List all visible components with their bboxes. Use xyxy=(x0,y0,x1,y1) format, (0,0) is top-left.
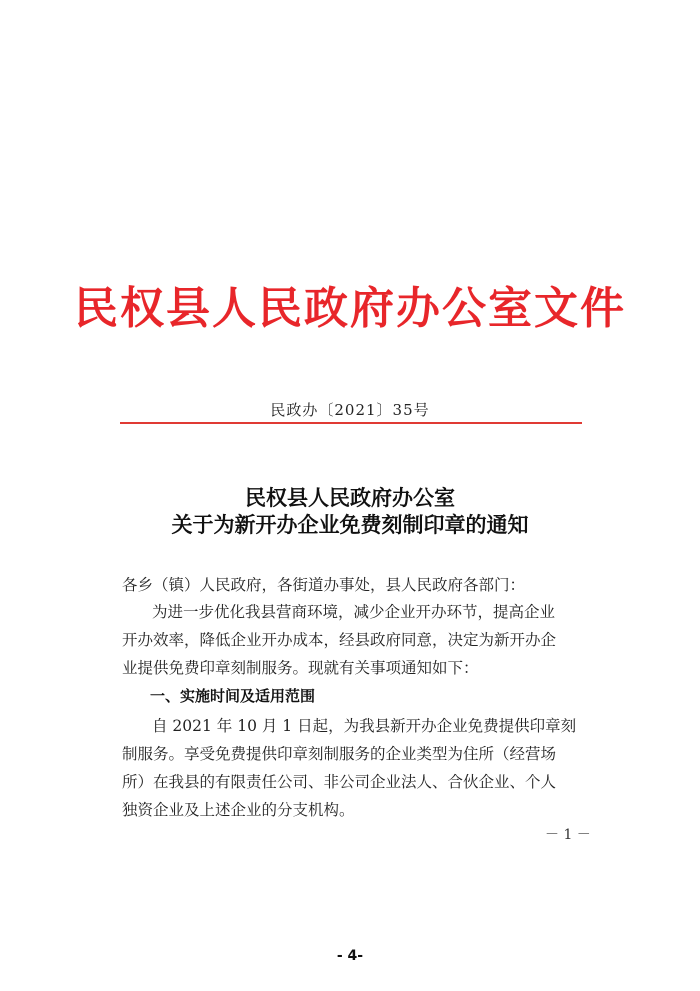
paragraph-line: 业提供免费印章刻制服务。现就有关事项通知如下： xyxy=(122,659,479,677)
paragraph-line: 为进一步优化我县营商环境，减少企业开办环节，提高企业 xyxy=(152,603,556,621)
document-title-line-2: 关于为新开办企业免费刻制印章的通知 xyxy=(171,512,529,537)
red-divider-line xyxy=(120,422,582,424)
paragraph-line: 独资企业及上述企业的分支机构。 xyxy=(122,801,355,819)
red-header-title: 民权县人民政府办公室文件 xyxy=(74,283,626,334)
paragraph-line: 自 2021 年 10 月 1 日起，为我县新开办企业免费提供印章刻 xyxy=(152,717,577,735)
salutation: 各乡（镇）人民政府，各街道办事处，县人民政府各部门： xyxy=(122,576,526,594)
paragraph-line: 所）在我县的有限责任公司、非公司企业法人、合伙企业、个人 xyxy=(122,773,557,791)
document-number: 民政办〔2021〕35号 xyxy=(270,401,430,419)
section-heading: 一、实施时间及适用范围 xyxy=(150,687,316,705)
document-title-line-1: 民权县人民政府办公室 xyxy=(245,485,455,510)
footer-page-number: - 4- xyxy=(336,948,364,964)
paragraph-line: 开办效率，降低企业开办成本，经县政府同意，决定为新开办企 xyxy=(122,631,557,649)
inner-page-number: － 1 － xyxy=(545,827,591,843)
paragraph-line: 制服务。享受免费提供印章刻制服务的企业类型为住所（经营场 xyxy=(122,745,557,763)
